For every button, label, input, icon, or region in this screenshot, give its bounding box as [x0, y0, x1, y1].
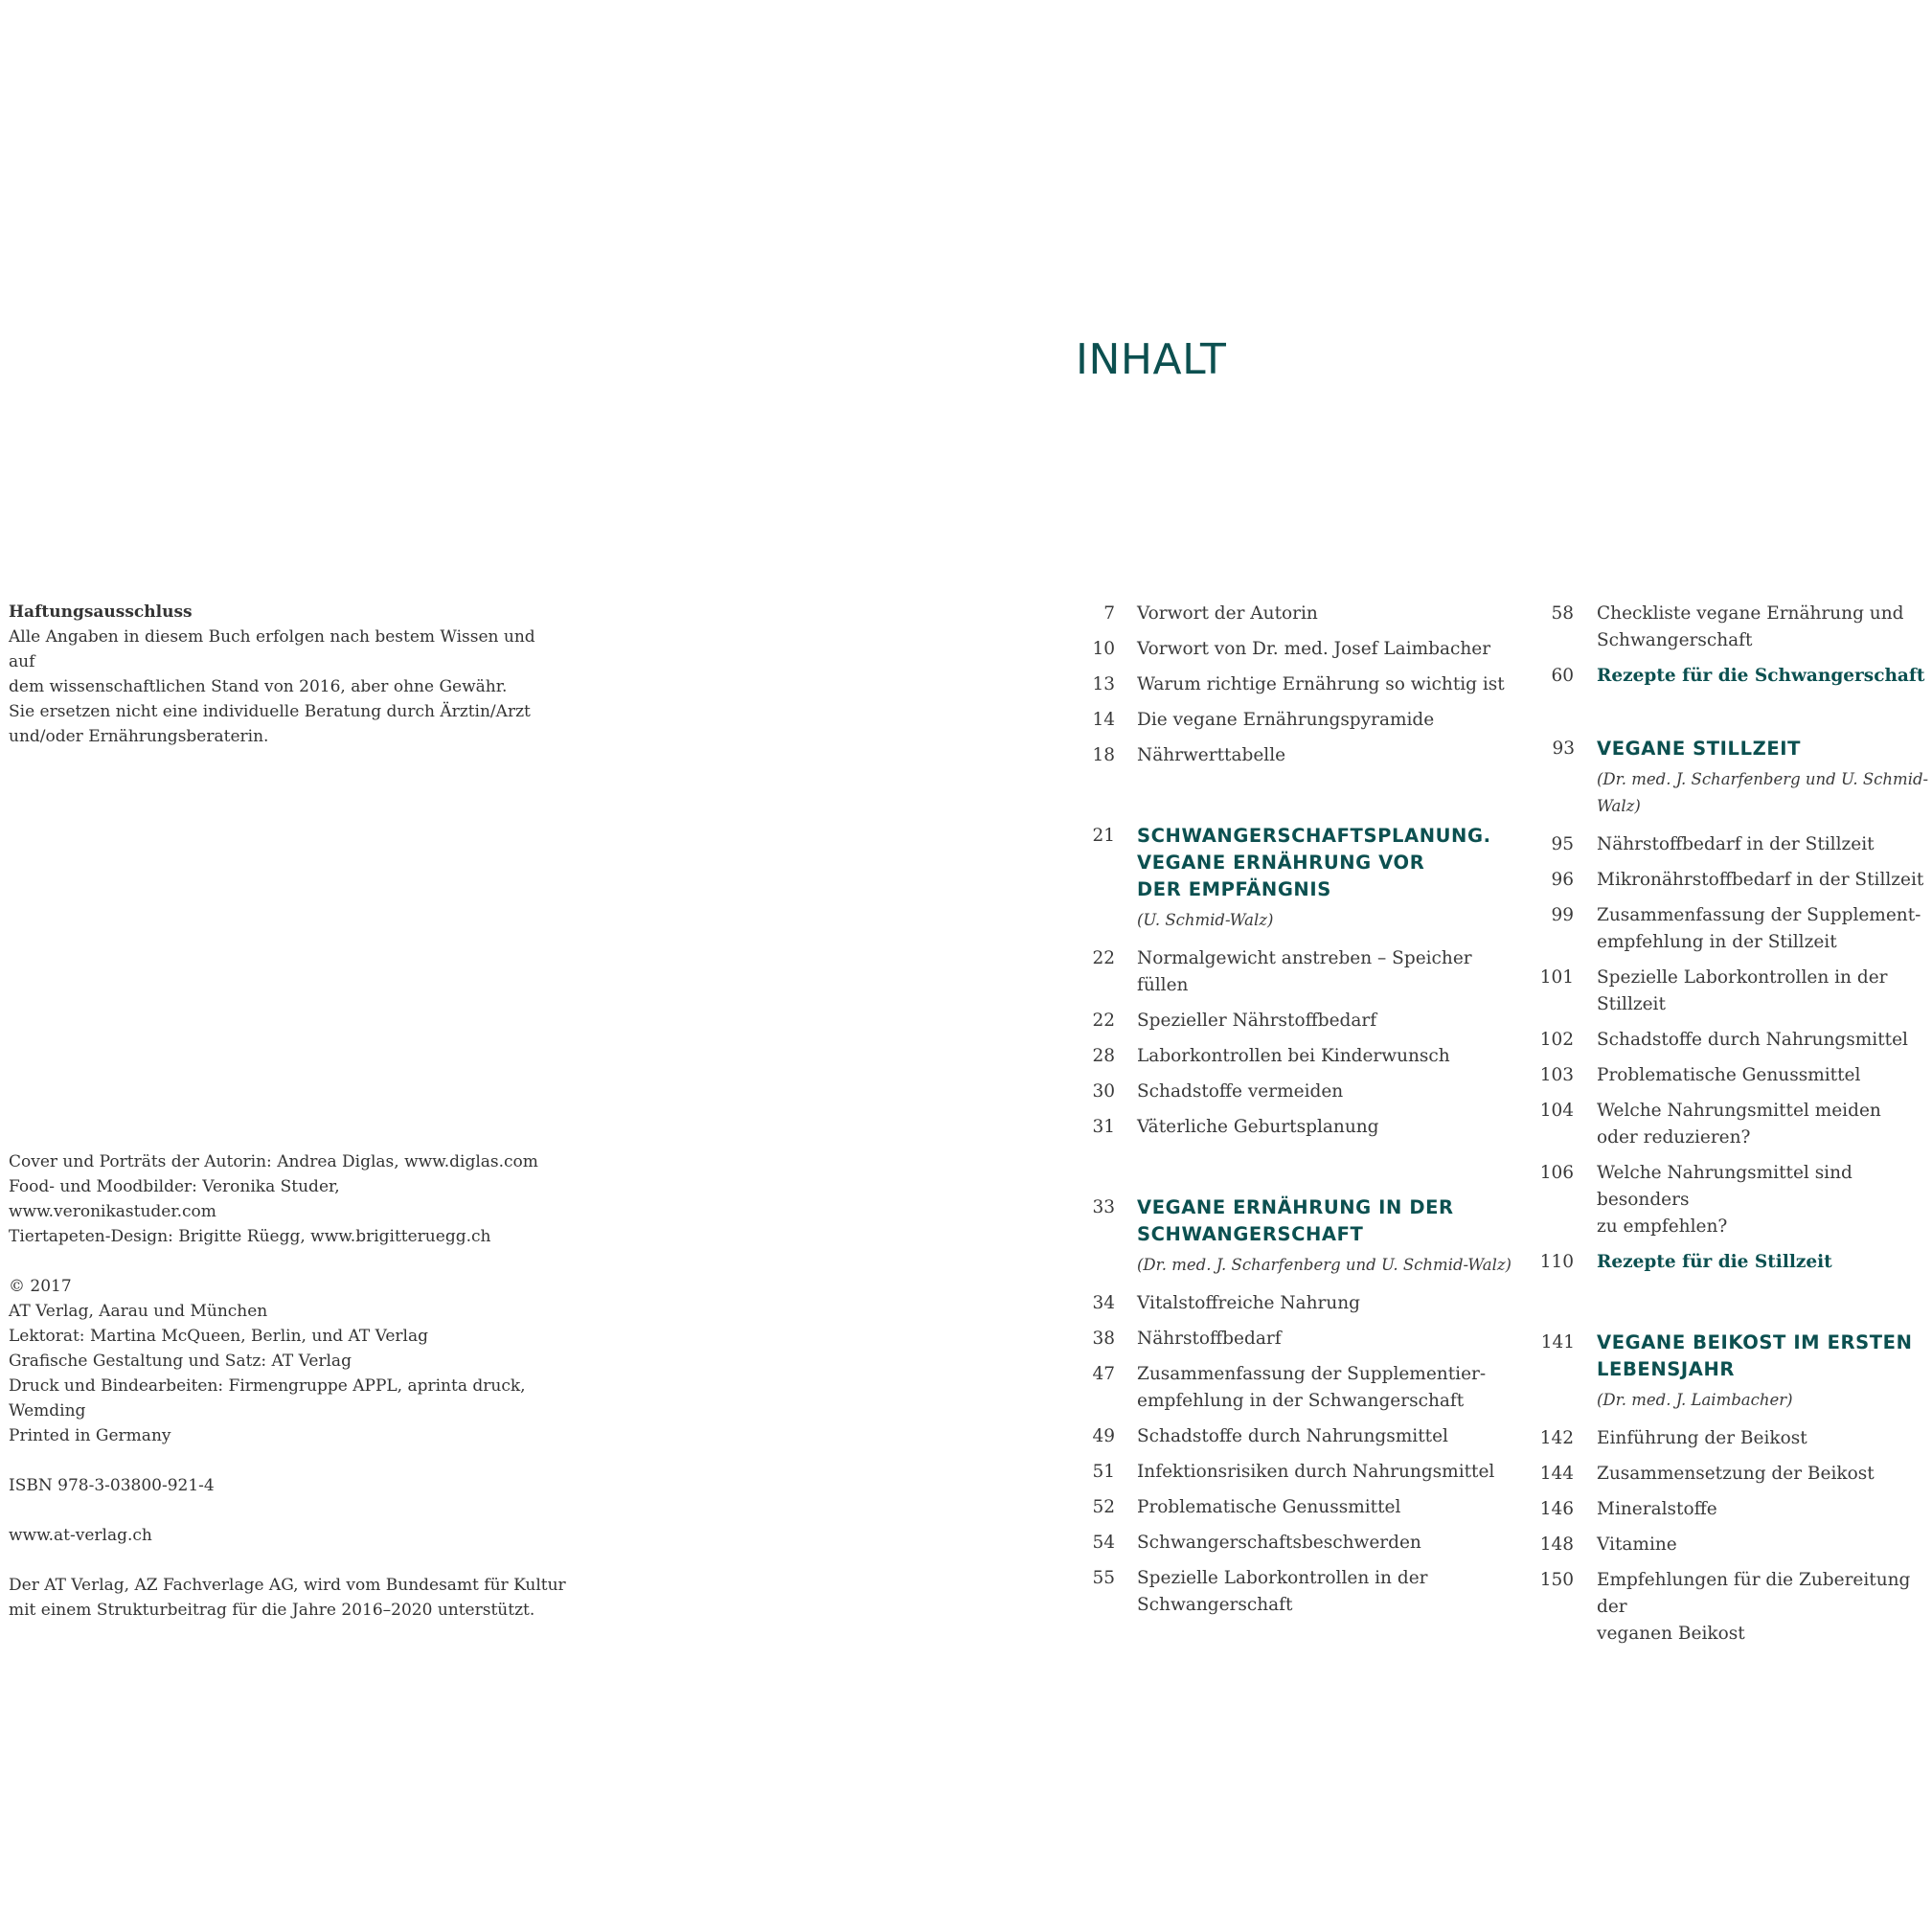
- toc-entry-title: Problematische Genussmittel: [1137, 1497, 1401, 1517]
- toc-section-title: SCHWANGERSCHAFTSPLANUNG. VEGANE ERNÄHRUNG VOR DER EMPFÄNGNIS: [1137, 825, 1491, 900]
- toc-entry: [1504, 1027, 1932, 1054]
- toc-page-number: 33: [1092, 1197, 1115, 1217]
- toc-entry-title: Normalgewicht anstreben – Speicher füllen: [1137, 948, 1472, 995]
- toc-entry-title: Checkliste vegane Ernährung und Schwangerschaft: [1597, 603, 1904, 650]
- toc-entry-title: Vitalstoffreiche Nahrung: [1137, 1293, 1361, 1313]
- toc-entry: [1504, 1062, 1932, 1089]
- toc-entry-title: Mineralstoffe: [1597, 1499, 1717, 1519]
- toc-entry: [1044, 707, 1523, 734]
- toc-entry: [1044, 1423, 1523, 1450]
- toc-page-number: 99: [1551, 905, 1574, 925]
- toc-entry: [1044, 1290, 1523, 1317]
- disclaimer-block: [9, 600, 545, 749]
- toc-page-number: 58: [1551, 603, 1574, 624]
- toc-entry: [1504, 1532, 1932, 1558]
- toc-entry-recipes: [1504, 663, 1932, 690]
- toc-entry-title: Schadstoffe durch Nahrungsmittel: [1597, 1030, 1908, 1050]
- toc-entry: [1044, 1326, 1523, 1352]
- toc-entry: [1044, 1530, 1523, 1557]
- toc-page-number: 106: [1539, 1163, 1574, 1183]
- toc-section-title: VEGANE STILLZEIT: [1597, 738, 1802, 760]
- toc-page-number: 102: [1539, 1030, 1574, 1050]
- toc-entry: [1504, 601, 1932, 654]
- toc-page-number: 55: [1092, 1568, 1115, 1588]
- toc-entry: [1044, 1114, 1523, 1141]
- toc-page-number: 28: [1092, 1046, 1115, 1066]
- toc-entry-title: Einführung der Beikost: [1597, 1428, 1807, 1448]
- image-credits: [9, 1149, 545, 1249]
- toc-entry: [1044, 1361, 1523, 1415]
- toc-entry-title: Rezepte für die Stillzeit: [1597, 1252, 1832, 1272]
- toc-section-author: (Dr. med. J. Laimbacher): [1597, 1391, 1793, 1409]
- toc-entry: [1504, 1160, 1932, 1240]
- toc-entry: [1504, 902, 1932, 956]
- toc-page-number: 110: [1539, 1252, 1574, 1272]
- toc-entry-title: Infektionsrisiken durch Nahrungsmittel: [1137, 1462, 1495, 1482]
- toc-page-number: 31: [1092, 1117, 1115, 1137]
- toc-page-number: 60: [1551, 666, 1574, 686]
- toc-page-number: 38: [1092, 1329, 1115, 1349]
- toc-entry: [1044, 1008, 1523, 1034]
- toc-entry: [1044, 601, 1523, 627]
- toc-page-number: 101: [1539, 967, 1574, 988]
- toc-page-number: 10: [1092, 639, 1115, 659]
- toc-entry-title: Empfehlungen für die Zubereitung der veganen Beikost: [1597, 1570, 1911, 1644]
- support-line: Der AT Verlag, AZ Fachverlage AG, wird vom Bundesamt für Kultur: [9, 1576, 566, 1595]
- publisher-website: www.at-verlag.ch: [9, 1526, 152, 1545]
- toc-entry-recipes: [1504, 1249, 1932, 1276]
- toc-page-number: 14: [1092, 710, 1115, 730]
- toc-entry-title: Welche Nahrungsmittel sind besonders zu empfehlen?: [1597, 1163, 1852, 1237]
- toc-title: INHALT: [1076, 335, 1227, 384]
- disclaimer-line: dem wissenschaftlichen Stand von 2016, aber ohne Gewähr.: [9, 677, 508, 696]
- toc-entry-title: Väterliche Geburtsplanung: [1137, 1117, 1379, 1137]
- support-line: mit einem Strukturbeitrag für die Jahre 2016–2020 unterstützt.: [9, 1601, 535, 1620]
- toc-entry-title: Laborkontrollen bei Kinderwunsch: [1137, 1046, 1450, 1066]
- toc-entry-title: Welche Nahrungsmittel meiden oder reduzieren?: [1597, 1101, 1881, 1148]
- toc-entry: [1504, 1567, 1932, 1648]
- toc-entry-title: Zusammenfassung der Supplementier- empfehlung in der Schwangerschaft: [1137, 1364, 1487, 1411]
- toc-page-number: 49: [1092, 1426, 1115, 1446]
- credit-line: Cover und Porträts der Autorin: Andrea Diglas, www.diglas.com: [9, 1152, 538, 1171]
- imprint-line: Lektorat: Martina McQueen, Berlin, und AT Verlag: [9, 1327, 428, 1346]
- toc-entry-title: Vorwort von Dr. med. Josef Laimbacher: [1137, 639, 1491, 659]
- toc-entry-title: Nährwerttabelle: [1137, 745, 1286, 765]
- toc-entry-title: Vitamine: [1597, 1534, 1677, 1555]
- toc-entry: [1044, 1494, 1523, 1521]
- toc-entry: [1504, 1425, 1932, 1452]
- toc-entry-title: Warum richtige Ernährung so wichtig ist: [1137, 674, 1505, 694]
- toc-section-author: (U. Schmid-Walz): [1137, 911, 1274, 929]
- credit-line: Food- und Moodbilder: Veronika Studer, www.veronikastuder.com: [9, 1177, 340, 1221]
- toc-section-title: VEGANE BEIKOST IM ERSTEN LEBENSJAHR: [1597, 1331, 1913, 1380]
- toc-entry: [1044, 1043, 1523, 1070]
- toc-entry-title: Nährstoffbedarf in der Stillzeit: [1597, 834, 1875, 854]
- toc-section: [1504, 1330, 1932, 1414]
- imprint-line: Grafische Gestaltung und Satz: AT Verlag: [9, 1352, 352, 1371]
- toc-entry: [1044, 636, 1523, 663]
- toc-entry: [1044, 742, 1523, 769]
- toc-page-number: 103: [1539, 1065, 1574, 1085]
- toc-column-left: [1044, 601, 1523, 1627]
- toc-entry-title: Schadstoffe vermeiden: [1137, 1081, 1344, 1102]
- disclaimer-line: und/oder Ernährungsberaterin.: [9, 727, 269, 746]
- toc-page-number: 34: [1092, 1293, 1115, 1313]
- toc-entry: [1044, 1459, 1523, 1486]
- toc-section-author: (Dr. med. J. Scharfenberg und U. Schmid-Walz): [1597, 770, 1929, 815]
- toc-entry-title: Zusammensetzung der Beikost: [1597, 1464, 1875, 1484]
- toc-entry: [1044, 1565, 1523, 1619]
- toc-entry: [1504, 1496, 1932, 1523]
- toc-entry-title: Zusammenfassung der Supplement- empfehlung in der Stillzeit: [1597, 905, 1921, 952]
- toc-page-number: 54: [1092, 1533, 1115, 1553]
- imprint-line: © 2017: [9, 1277, 72, 1296]
- toc-entry-title: Spezielle Laborkontrollen in der Schwangerschaft: [1137, 1568, 1428, 1615]
- toc-entry-title: Rezepte für die Schwangerschaft: [1597, 666, 1925, 686]
- toc-entry: [1504, 1098, 1932, 1151]
- toc-page-number: 52: [1092, 1497, 1115, 1517]
- imprint-line: AT Verlag, Aarau und München: [9, 1302, 268, 1321]
- disclaimer-heading: Haftungsausschluss: [9, 602, 193, 622]
- toc-entry: [1044, 1079, 1523, 1105]
- toc-entry-title: Die vegane Ernährungspyramide: [1137, 710, 1435, 730]
- imprint-line: Druck und Bindearbeiten: Firmengruppe APPL, aprinta druck, Wemding: [9, 1376, 526, 1421]
- toc-entry-title: Spezieller Nährstoffbedarf: [1137, 1011, 1377, 1031]
- credit-line: Tiertapeten-Design: Brigitte Rüegg, www.brigitteruegg.ch: [9, 1227, 491, 1246]
- toc-entry: [1504, 867, 1932, 894]
- toc-page-number: 51: [1092, 1462, 1115, 1482]
- toc-page-number: 148: [1539, 1534, 1574, 1555]
- disclaimer-line: Alle Angaben in diesem Buch erfolgen nach bestem Wissen und auf: [9, 627, 535, 671]
- toc-section-author: (Dr. med. J. Scharfenberg und U. Schmid-Walz): [1137, 1256, 1512, 1274]
- toc-page-number: 146: [1539, 1499, 1574, 1519]
- toc-page-number: 104: [1539, 1101, 1574, 1121]
- toc-section: [1044, 1194, 1523, 1279]
- toc-entry-title: Vorwort der Autorin: [1137, 603, 1318, 624]
- toc-entry-title: Spezielle Laborkontrollen in der Stillzeit: [1597, 967, 1888, 1014]
- toc-entry: [1504, 965, 1932, 1018]
- toc-page-number: 142: [1539, 1428, 1574, 1448]
- imprint-block: [9, 1274, 583, 1623]
- toc-column-right: [1504, 601, 1932, 1656]
- disclaimer-line: Sie ersetzen nicht eine individuelle Beratung durch Ärztin/Arzt: [9, 702, 531, 721]
- toc-entry: [1044, 945, 1523, 999]
- toc-page-number: 144: [1539, 1464, 1574, 1484]
- toc-page-number: 96: [1551, 870, 1574, 890]
- toc-page-number: 22: [1092, 1011, 1115, 1031]
- toc-entry-title: Mikronährstoffbedarf in der Stillzeit: [1597, 870, 1924, 890]
- toc-page-number: 93: [1552, 739, 1575, 759]
- isbn: ISBN 978-3-03800-921-4: [9, 1476, 215, 1495]
- toc-page-number: 47: [1092, 1364, 1115, 1384]
- toc-entry: [1044, 671, 1523, 698]
- toc-entry-title: Nährstoffbedarf: [1137, 1329, 1282, 1349]
- toc-page-number: 150: [1539, 1570, 1574, 1590]
- toc-entry-title: Problematische Genussmittel: [1597, 1065, 1861, 1085]
- toc-page-number: 13: [1092, 674, 1115, 694]
- imprint-line: Printed in Germany: [9, 1426, 171, 1445]
- toc-section: [1044, 823, 1523, 934]
- toc-entry-title: Schwangerschaftsbeschwerden: [1137, 1533, 1421, 1553]
- toc-page-number: 18: [1092, 745, 1115, 765]
- toc-entry: [1504, 831, 1932, 858]
- toc-page-number: 141: [1540, 1332, 1575, 1352]
- toc-section-title: VEGANE ERNÄHRUNG IN DER SCHWANGERSCHAFT: [1137, 1196, 1454, 1245]
- toc-page-number: 30: [1092, 1081, 1115, 1102]
- toc-section: [1504, 736, 1932, 820]
- toc-page-number: 7: [1103, 603, 1115, 624]
- toc-page-number: 95: [1551, 834, 1574, 854]
- toc-entry: [1504, 1461, 1932, 1488]
- toc-page-number: 22: [1092, 948, 1115, 968]
- toc-page-number: 21: [1092, 826, 1115, 846]
- toc-entry-title: Schadstoffe durch Nahrungsmittel: [1137, 1426, 1448, 1446]
